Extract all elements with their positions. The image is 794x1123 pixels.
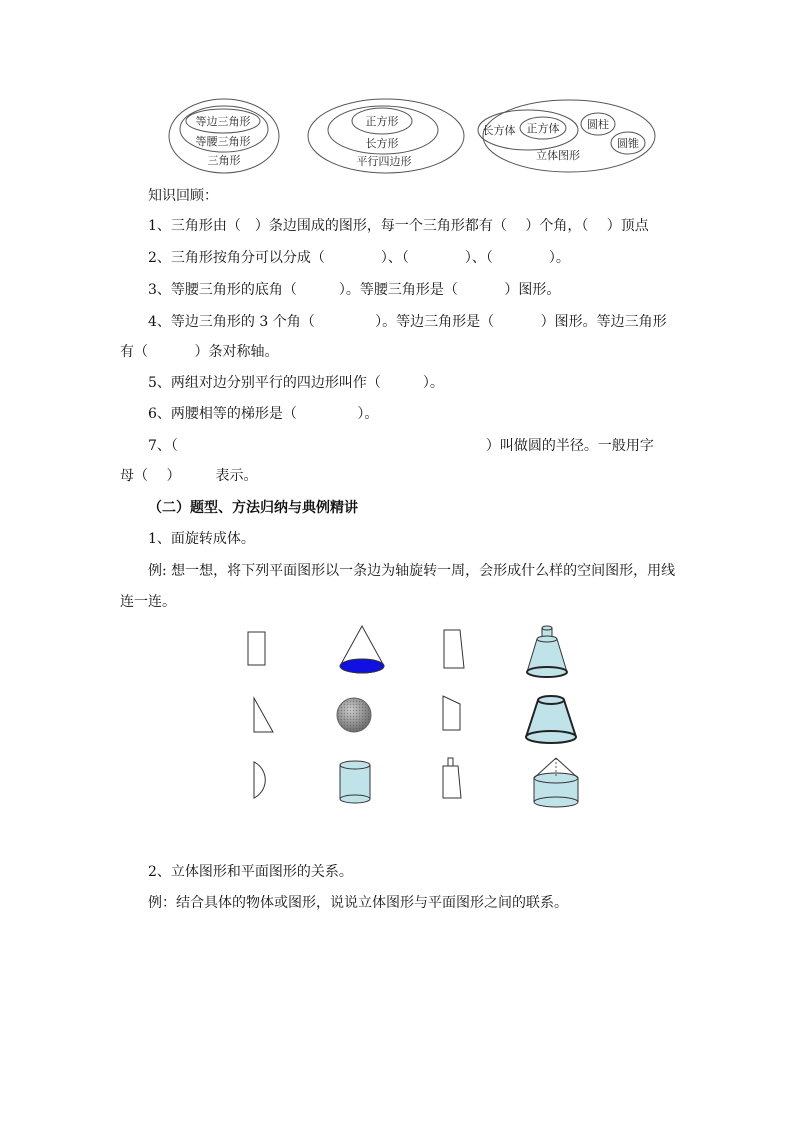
example-2-line: 例：结合具体的物体或图形，说说立体图形与平面图形之间的联系。 <box>148 895 568 911</box>
composite-shape <box>443 758 461 798</box>
review-question-7b: 母（ ） 表示。 <box>120 468 258 484</box>
venn-solids <box>478 100 655 172</box>
review-question-4a: 4、等边三角形的 3 个角（ ）。等边三角形是（ ）图形。等边三角形 <box>148 314 667 330</box>
item-1-title: 1、面旋转成体。 <box>148 531 255 547</box>
venn-rectangle-label: 长方形 <box>365 137 399 150</box>
venn-cube-label: 正方体 <box>526 122 560 135</box>
review-question-5: 5、两组对边分别平行的四边形叫作（ ）。 <box>148 375 444 391</box>
trapezoid-shape <box>443 696 460 730</box>
review-question-1: 1、三角形由（ ）条边围成的图形，每一个三角形都有（ ）个角，（ ）顶点 <box>148 218 649 234</box>
venn-triangles <box>169 99 279 173</box>
right-trapezoid-shape <box>444 630 464 668</box>
frustum-solid <box>526 696 576 743</box>
venn-solids-label: 立体图形 <box>536 149 580 162</box>
venn-diagrams <box>168 96 658 176</box>
venn-triangle-label: 三角形 <box>207 154 241 167</box>
venn-quadrilaterals <box>308 99 464 173</box>
review-question-3: 3、等腰三角形的底角（ ）。等腰三角形是（ ）图形。 <box>148 282 561 298</box>
example-1-line-b: 连一连。 <box>120 594 176 610</box>
venn-cone-label: 圆锥 <box>617 137 639 150</box>
right-triangle-shape <box>254 698 273 732</box>
semicircle-shape <box>254 762 265 798</box>
review-question-2: 2、三角形按角分可以分成（ ）、（ ）、（ ）。 <box>148 250 570 266</box>
item-2-title: 2、立体图形和平面图形的关系。 <box>148 864 353 880</box>
rotation-shapes-figure <box>232 622 592 818</box>
review-question-4b: 有（ ）条对称轴。 <box>120 344 279 360</box>
venn-cuboid-label: 长方体 <box>482 124 516 137</box>
cylinder-solid <box>340 761 370 803</box>
example-1-line-a: 例: 想一想，将下列平面图形以一条边为轴旋转一周，会形成什么样的空间图形，用线 <box>148 563 676 579</box>
venn-parallelogram-label: 平行四边形 <box>356 155 412 168</box>
sphere-solid <box>337 698 371 732</box>
section-heading: （二）题型、方法归纳与典例精讲 <box>148 500 358 516</box>
review-question-6: 6、两腰相等的梯形是（ ）。 <box>148 406 379 422</box>
cylinder-with-cone-solid <box>534 758 578 807</box>
venn-isosceles-label: 等腰三角形 <box>195 135 251 148</box>
rectangle-shape <box>248 632 265 665</box>
venn-cylinder-label: 圆柱 <box>587 118 609 131</box>
venn-equilateral-label: 等边三角形 <box>195 115 251 128</box>
review-heading: 知识回顾： <box>148 188 218 204</box>
cone-solid <box>340 626 384 673</box>
review-question-7a: 7、（ ）叫做圆的半径。一般用字 <box>148 438 654 454</box>
venn-square-label: 正方形 <box>365 115 399 128</box>
frustum-with-cylinder-solid <box>527 626 567 677</box>
